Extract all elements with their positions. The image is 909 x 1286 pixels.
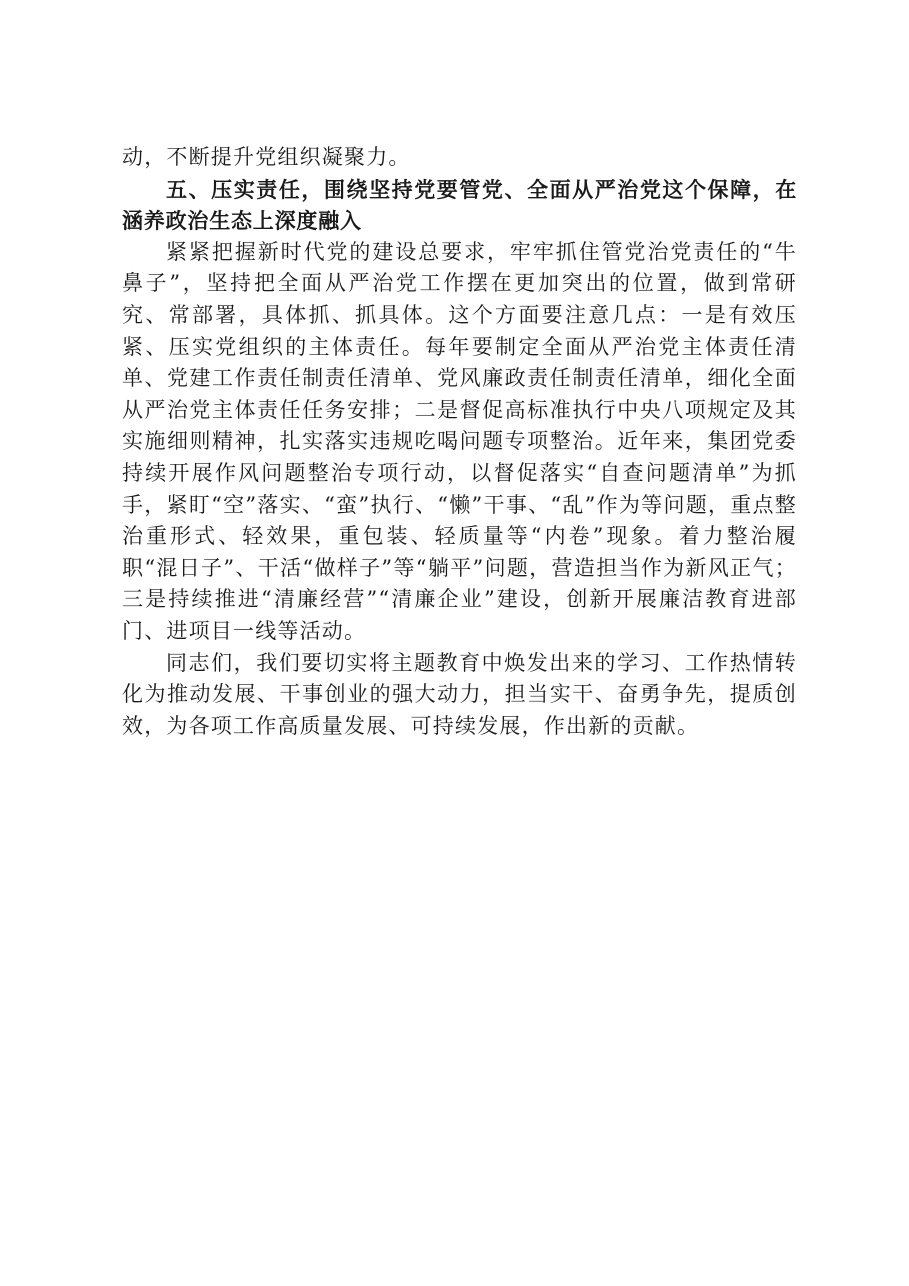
document-body (122, 142, 797, 742)
continuation-text: 动，不断提升党组织凝聚力。 (122, 145, 411, 169)
body-paragraph-1: 紧紧把握新时代党的建设总要求，牢牢抓住管党治党责任的“牛鼻子”，坚持把全面从严治党工作摆在更加突出的位置，做到常研究、常部署，具体抓、抓具体。这个方面要注意几点：一是有效压紧、压实党组织的主体责任。每年要制定全面从严治党主体责任清单、党建工作责任制责任清单、党风廉政责任制责任清单，细化全面从严治党主体责任任务安排；二是督促高标准执行中央八项规定及其实施细则精神，扎实落实违规吃喝问题专项整治。近年来，集团党委持续开展作风问题整治专项行动，以督促落实“自查问题清单”为抓手，紧盯“空”落实、“蛮”执行、“懒”干事、“乱”作为等问题，重点整治重形式、轻效果，重包装、轻质量等“内卷”现象。着力整治履职“混日子”、干活“做样子”等“躺平”问题，营造担当作为新风正气；三是持续推进“清廉经营”“清廉企业”建设，创新开展廉洁教育进部门、进项目一线等活动。 (122, 239, 797, 643)
section-heading: 五、压实责任，围绕坚持党要管党、全面从严治党这个保障，在涵养政治生态上深度融入 (122, 176, 797, 234)
body-paragraph-2: 同志们，我们要切实将主题教育中焕发出来的学习、工作热情转化为推动发展、干事创业的强大动力，担当实干、奋勇争先，提质创效，为各项工作高质量发展、可持续发展，作出新的贡献。 (122, 650, 797, 738)
